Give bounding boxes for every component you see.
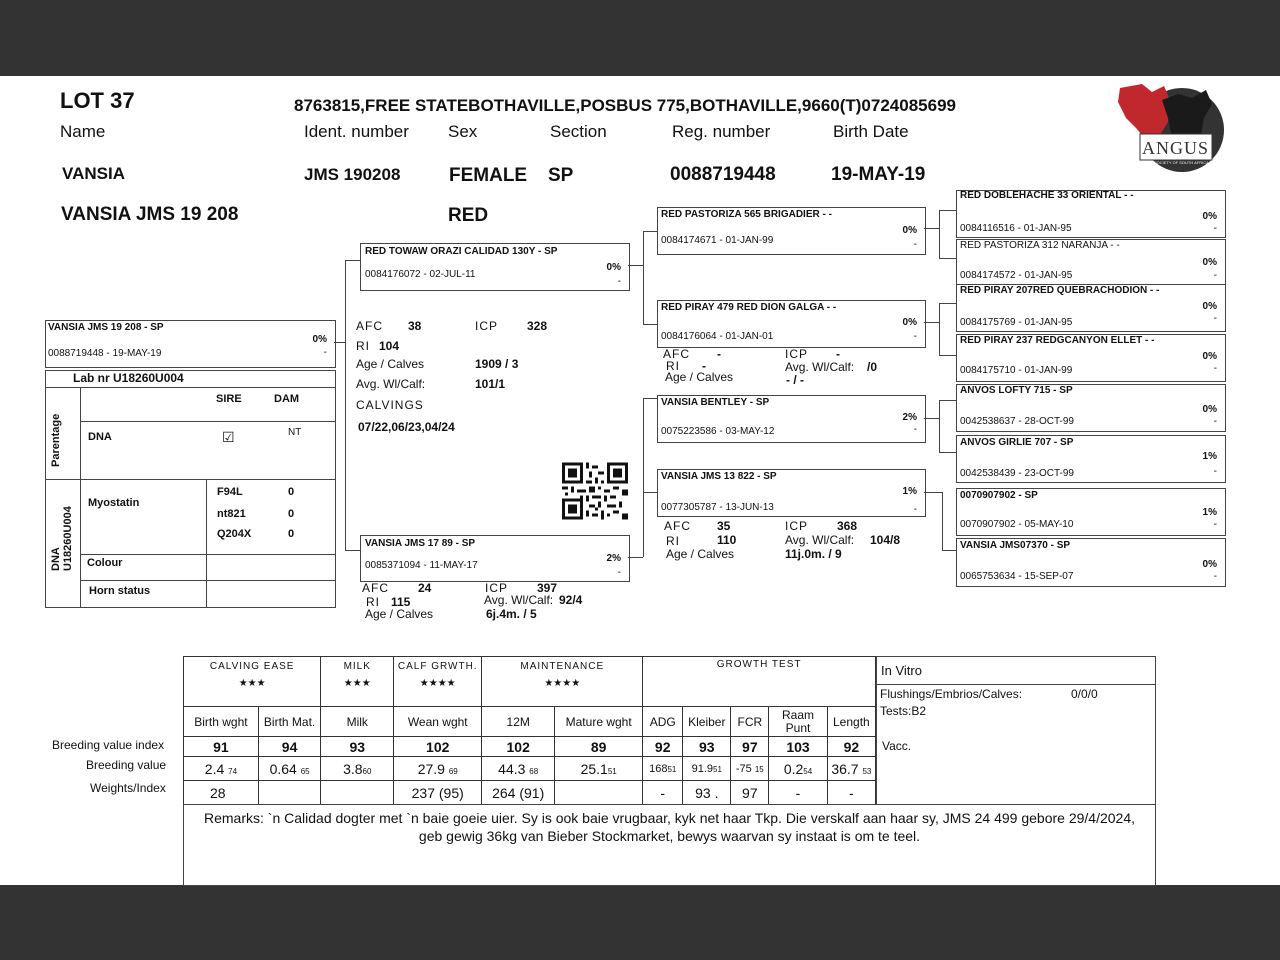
self-box-pct: 0% xyxy=(312,334,327,345)
remarks-box xyxy=(183,804,1156,886)
gd1-age: - / - xyxy=(786,373,804,387)
sire-reg: 0084176072 - 02-JUL-11 xyxy=(365,269,476,280)
gp1-pct: 0% xyxy=(902,225,917,236)
col-raam-punt: Raam Punt xyxy=(769,707,827,737)
ggp4-dash: - xyxy=(1213,363,1217,374)
ggp-box-7 xyxy=(956,488,1226,536)
dam-name: VANSIA JMS 17 89 - SP xyxy=(365,538,476,549)
gd1-icp-label: ICP xyxy=(785,347,809,361)
logo-subtext: SOCIETY OF SOUTH AFRICA xyxy=(1154,160,1209,165)
index-row: 91 94 93 102 102 89 92 93 97 103 92 xyxy=(184,737,876,757)
marker-nt821-value: 0 xyxy=(288,508,295,520)
ggp6-reg: 0042538439 - 23-OCT-99 xyxy=(960,468,1074,479)
ggp-box-8 xyxy=(956,538,1226,587)
cattle-heads-icon xyxy=(1112,78,1228,182)
ggp6-dash: - xyxy=(1213,466,1217,477)
calvings-label: CALVINGS xyxy=(356,398,424,412)
gd1-ri: - xyxy=(702,359,706,373)
ggp-box-4 xyxy=(956,334,1226,382)
row-label-bv: Breeding value xyxy=(86,758,167,772)
self-box-reg: 0088719448 - 19-MAY-19 xyxy=(48,348,162,359)
gd2-afc-label: AFC xyxy=(664,519,691,533)
gd2-ri: 110 xyxy=(717,533,737,547)
gd2-icp: 368 xyxy=(837,519,858,533)
ggp4-reg: 0084175710 - 01-JAN-99 xyxy=(960,365,1073,376)
ggp7-name: 0070907902 - SP xyxy=(960,490,1038,501)
dam-afc-label: AFC xyxy=(362,581,389,595)
milk-stars: ★★★ xyxy=(343,678,371,689)
ggp-box-2 xyxy=(956,239,1226,285)
vacc-label: Vacc. xyxy=(882,739,912,753)
col-fcr: FCR xyxy=(731,707,769,737)
gd2-avg-label: Avg. Wl/Calf: xyxy=(785,533,855,547)
gp3-reg: 0075223586 - 03-MAY-12 xyxy=(661,426,775,437)
col-mature-wght: Mature wght xyxy=(555,707,643,737)
gd1-ri-label: RI xyxy=(666,359,680,373)
weights-row: 28 237 (95) 264 (91) - 93 . 97 - - xyxy=(184,781,876,805)
gd1-avg-label: Avg. Wl/Calf: xyxy=(785,360,855,374)
col-length: Length xyxy=(827,707,875,737)
dam-dash: - xyxy=(617,567,621,578)
logo-text: ANGUS xyxy=(1142,138,1210,158)
ggp8-pct: 0% xyxy=(1202,559,1217,570)
side-panel xyxy=(876,656,1156,806)
gp1-dash: - xyxy=(913,239,917,250)
gd2-age-label: Age / Calves xyxy=(666,547,735,561)
self-icp-label: ICP xyxy=(475,319,499,333)
dam-icp: 397 xyxy=(537,581,558,595)
gd2-ri-label: RI xyxy=(666,534,680,548)
ggp7-dash: - xyxy=(1213,519,1217,530)
ggp4-name: RED PIRAY 237 REDGCANYON ELLET - - xyxy=(960,335,1155,346)
animal-full-name: VANSIA JMS 19 208 xyxy=(61,204,239,225)
dam-pct: 2% xyxy=(606,553,621,564)
marker-nt821-label: nt821 xyxy=(217,508,246,520)
ggp-box-6 xyxy=(956,435,1226,483)
sire-pedigree-box xyxy=(360,243,630,291)
qr-code xyxy=(562,462,628,520)
lot-number: LOT 37 xyxy=(60,88,135,113)
self-avg-label: Avg. Wl/Calf: xyxy=(356,377,426,391)
gd2-afc: 35 xyxy=(717,519,731,533)
gd1-afc: - xyxy=(717,347,721,361)
animal-name: VANSIA xyxy=(62,164,125,183)
ggp7-pct: 1% xyxy=(1202,507,1217,518)
animal-reg: 0088719448 xyxy=(670,164,776,185)
sire-pct: 0% xyxy=(606,262,621,273)
self-afc: 38 xyxy=(408,319,422,333)
gd1-avg: /0 xyxy=(867,360,878,374)
dna-table xyxy=(45,370,336,608)
granddam-maternal-box xyxy=(657,469,926,517)
owner-address: 8763815,FREE STATEBOTHAVILLE,POSBUS 775,BOTHAVILLE,9660(T)0724085699 xyxy=(294,96,956,115)
self-box-name: VANSIA JMS 19 208 - SP xyxy=(48,322,164,333)
self-afc-label: AFC xyxy=(356,319,383,333)
animal-colour: RED xyxy=(448,205,489,226)
granddam-paternal-box xyxy=(657,300,926,348)
gd1-age-label: Age / Calves xyxy=(665,370,734,384)
col-milk: Milk xyxy=(321,707,394,737)
header-sex: Sex xyxy=(448,122,478,141)
self-pedigree-box xyxy=(45,320,336,368)
sire-name: RED TOWAW ORAZI CALIDAD 130Y - SP xyxy=(365,246,558,257)
dam-reg: 0085371094 - 11-MAY-17 xyxy=(365,560,478,571)
self-age-label: Age / Calves xyxy=(356,357,425,371)
ggp1-reg: 0084116516 - 01-JAN-95 xyxy=(960,223,1072,234)
tests-label: Tests:B2 xyxy=(880,704,927,718)
gd2-age: 11j.0m. / 9 xyxy=(785,547,842,561)
gp4-name: VANSIA JMS 13 822 - SP xyxy=(661,471,777,482)
dam-pedigree-box xyxy=(360,535,630,582)
header-name: Name xyxy=(60,122,106,141)
gp3-pct: 2% xyxy=(902,412,917,423)
group-calf-growth: CALF GRWTH. ★★★★ xyxy=(394,657,482,707)
sire-dash: - xyxy=(617,276,621,287)
self-box-dash: - xyxy=(323,347,327,358)
flushings-value: 0/0/0 xyxy=(1071,687,1098,701)
calving-ease-stars: ★★★ xyxy=(238,678,266,689)
sire-col-header: SIRE xyxy=(216,393,242,405)
dam-ri-label: RI xyxy=(366,595,380,609)
marker-q204x-value: 0 xyxy=(288,528,295,540)
group-calving-ease: CALVING EASE ★★★ xyxy=(184,657,321,707)
ggp3-pct: 0% xyxy=(1202,301,1217,312)
gp2-name: RED PIRAY 479 RED DION GALGA - - xyxy=(661,302,837,313)
horn-status-label: Horn status xyxy=(89,585,151,597)
col-birth-wght: Birth wght xyxy=(184,707,259,737)
gp2-dash: - xyxy=(913,331,917,342)
dam-age: 6j.4m. / 5 xyxy=(486,607,537,621)
ggp5-reg: 0042538637 - 28-OCT-99 xyxy=(960,416,1074,427)
animal-section: SP xyxy=(548,165,574,186)
top-frame-bar xyxy=(0,0,1280,76)
gd1-icp: - xyxy=(836,347,840,361)
ggp4-pct: 0% xyxy=(1202,351,1217,362)
ggp2-dash: - xyxy=(1213,270,1217,281)
ggp-box-5 xyxy=(956,384,1226,432)
gp4-dash: - xyxy=(913,504,917,515)
animal-birth: 19-MAY-19 xyxy=(831,164,926,185)
marker-f94l-value: 0 xyxy=(288,486,295,498)
gp1-name: RED PASTORIZA 565 BRIGADIER - - xyxy=(661,209,832,220)
in-vitro-label: In Vitro xyxy=(881,663,922,678)
ggp-box-1 xyxy=(956,190,1226,238)
dam-ri: 115 xyxy=(391,595,411,609)
ggp7-reg: 0070907902 - 05-MAY-10 xyxy=(960,519,1074,530)
dam-avg: 92/4 xyxy=(559,593,583,607)
ggp8-reg: 0065753634 - 15-SEP-07 xyxy=(960,571,1074,582)
animal-sex: FEMALE xyxy=(449,165,528,186)
ggp8-dash: - xyxy=(1213,571,1217,582)
self-ri: 104 xyxy=(379,339,400,353)
dam-col-header: DAM xyxy=(274,393,300,405)
group-growth-test: GROWTH TEST xyxy=(643,657,876,707)
gp2-reg: 0084176064 - 01-JAN-01 xyxy=(661,331,774,342)
remarks-text: Remarks: `n Calidad dogter met `n baie goeie uier. Sy is ook baie vrugbaar, kyk net haar Tkp. Die verskalf aan haar sy, JMS 24 499 gebore 29/4/2024, geb gewig 36kg van Bieber Stockmarket, bewys waarvan sy instaat is om te teel. xyxy=(204,810,1135,844)
calf-growth-stars: ★★★★ xyxy=(419,678,456,689)
ggp1-dash: - xyxy=(1213,223,1217,234)
grandsire-maternal-box xyxy=(657,395,926,443)
maintenance-stars: ★★★★ xyxy=(544,678,581,689)
self-ri-label: RI xyxy=(356,339,370,353)
ggp3-name: RED PIRAY 207RED QUEBRACHODION - - xyxy=(960,285,1160,296)
grandsire-paternal-box xyxy=(657,207,926,255)
angus-logo xyxy=(1112,78,1228,182)
calvings-dates: 07/22,06/23,04/24 xyxy=(358,420,455,434)
gp3-dash: - xyxy=(913,424,917,435)
self-avg: 101/1 xyxy=(475,377,506,391)
dna-row-label: DNA xyxy=(88,431,112,443)
ggp6-name: ANVOS GIRLIE 707 - SP xyxy=(960,437,1074,448)
gp1-reg: 0084174671 - 01-JAN-99 xyxy=(661,235,774,246)
breeding-values-table xyxy=(183,656,876,805)
dam-age-label: Age / Calves xyxy=(365,607,434,621)
gp4-reg: 0077305787 - 13-JUN-13 xyxy=(661,502,774,513)
row-label-index: Breeding value index xyxy=(52,738,165,752)
dna-dam-nt: NT xyxy=(288,427,302,438)
bv-row: 2.4 74 0.64 65 3.860 27.9 69 44.3 68 25.151 16851 91.951 -75 15 0.254 36.7 53 xyxy=(184,757,876,781)
gd1-afc-label: AFC xyxy=(663,347,690,361)
header-birth: Birth Date xyxy=(833,122,909,141)
dam-avg-label: Avg. Wl/Calf: xyxy=(484,593,554,607)
marker-q204x-label: Q204X xyxy=(217,528,252,540)
dam-icp-label: ICP xyxy=(485,581,509,595)
dna-side-label: DNA U18260U004 xyxy=(50,506,74,571)
ggp2-reg: 0084174572 - 01-JAN-95 xyxy=(960,270,1073,281)
col-wean-wght: Wean wght xyxy=(394,707,482,737)
ggp2-name: RED PASTORIZA 312 NARANJA - - xyxy=(960,240,1120,251)
colour-label: Colour xyxy=(87,557,123,569)
dam-afc: 24 xyxy=(418,581,432,595)
col-12m: 12M xyxy=(482,707,555,737)
ggp3-reg: 0084175769 - 01-JAN-95 xyxy=(960,317,1073,328)
gd2-avg: 104/8 xyxy=(870,533,901,547)
animal-ident: JMS 190208 xyxy=(304,165,401,184)
header-section: Section xyxy=(550,122,607,141)
ggp5-name: ANVOS LOFTY 715 - SP xyxy=(960,385,1073,396)
header-ident: Ident. number xyxy=(304,122,409,141)
lab-number: Lab nr U18260U004 xyxy=(73,371,184,385)
ggp8-name: VANSIA JMS07370 - SP xyxy=(960,540,1071,551)
flushings-label: Flushings/Embrios/Calves: xyxy=(880,687,1023,701)
header-reg: Reg. number xyxy=(672,122,771,141)
col-kleiber: Kleiber xyxy=(683,707,731,737)
self-age: 1909 / 3 xyxy=(475,357,519,371)
dna-sire-checkbox: ☑ xyxy=(222,429,235,445)
ggp-box-3 xyxy=(956,284,1226,332)
ggp5-pct: 0% xyxy=(1202,404,1217,415)
ggp1-pct: 0% xyxy=(1202,211,1217,222)
parentage-label: Parentage xyxy=(50,413,62,467)
col-adg: ADG xyxy=(643,707,683,737)
marker-f94l-label: F94L xyxy=(217,486,243,498)
ggp6-pct: 1% xyxy=(1202,451,1217,462)
ggp1-name: RED DOBLEHACHE 33 ORIENTAL - - xyxy=(960,190,1134,201)
bottom-frame-bar xyxy=(0,885,1280,960)
group-maintenance: MAINTENANCE ★★★★ xyxy=(482,657,643,707)
gp3-name: VANSIA BENTLEY - SP xyxy=(661,397,770,408)
ggp5-dash: - xyxy=(1213,416,1217,427)
gd2-icp-label: ICP xyxy=(785,519,809,533)
gp4-pct: 1% xyxy=(902,486,917,497)
row-label-weights: Weights/Index xyxy=(90,781,166,795)
ggp2-pct: 0% xyxy=(1202,257,1217,268)
self-icp: 328 xyxy=(527,319,548,333)
col-birth-mat: Birth Mat. xyxy=(258,707,321,737)
group-milk: MILK ★★★ xyxy=(321,657,394,707)
gp2-pct: 0% xyxy=(902,317,917,328)
ggp3-dash: - xyxy=(1213,313,1217,324)
myostatin-label: Myostatin xyxy=(88,497,140,509)
